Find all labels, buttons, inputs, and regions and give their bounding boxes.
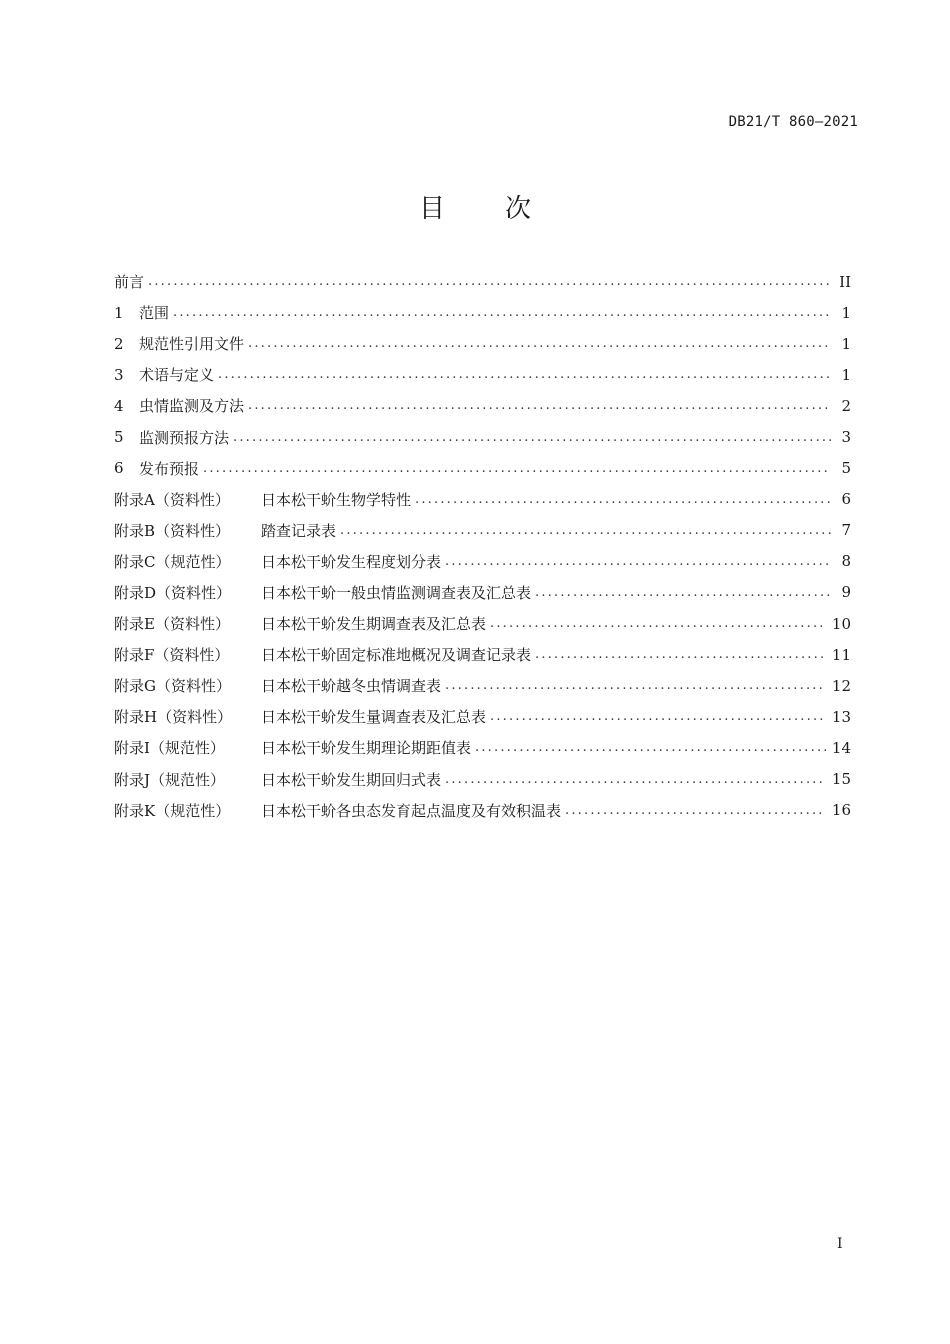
toc-entry-label: 术语与定义 [139,366,215,385]
toc-entry[interactable] [114,484,851,515]
toc-entry-label: 前言 [114,273,145,292]
toc-entry-page: 1 [841,334,851,353]
toc-entry-page: 14 [831,738,851,757]
toc-entry-number: 6 [114,459,124,478]
table-of-contents [114,266,851,826]
toc-entry-page: 10 [831,614,851,633]
toc-entry[interactable] [114,421,851,452]
toc-leader-dots [248,398,831,413]
toc-entry-appendix-prefix: 附录A（资料性） [114,490,230,509]
toc-entry[interactable] [114,608,851,639]
toc-entry-appendix-prefix: 附录B（资料性） [114,521,231,540]
toc-entry-appendix-prefix: 附录C（规范性） [114,552,231,571]
toc-entry[interactable] [114,297,851,328]
toc-entry[interactable] [114,515,851,546]
toc-entry[interactable] [114,577,851,608]
toc-entry-label: 虫情监测及方法 [139,397,245,416]
toc-entry-appendix-prefix: 附录H（资料性） [114,708,233,727]
toc-entry-label: 日本松干蚧发生期理论期距值表 [261,739,472,758]
toc-entry-page: 13 [831,707,851,726]
toc-leader-dots [203,461,831,476]
toc-entry[interactable] [114,795,851,826]
toc-entry-page: 7 [841,521,851,540]
toc-entry-appendix-prefix: 附录J（规范性） [114,770,226,789]
toc-leader-dots [445,772,826,787]
toc-entry[interactable] [114,359,851,390]
toc-entry-page: 15 [831,770,851,789]
toc-entry[interactable] [114,670,851,701]
toc-entry-appendix-prefix: 附录G（资料性） [114,677,231,696]
toc-entry-appendix-prefix: 附录I（规范性） [114,739,225,758]
toc-entry[interactable] [114,732,851,763]
toc-entry-label: 日本松干蚧生物学特性 [261,490,412,509]
toc-leader-dots [535,647,826,662]
toc-entry-page: 3 [841,428,851,447]
toc-entry-page: 1 [841,365,851,384]
toc-entry-label: 规范性引用文件 [139,335,245,354]
toc-leader-dots [248,336,831,351]
toc-entry-label: 监测预报方法 [139,428,230,447]
toc-entry-page: 11 [831,645,851,664]
document-code: DB21/T 860—2021 [728,114,858,130]
toc-leader-dots [415,492,831,507]
toc-leader-dots [340,523,831,538]
toc-leader-dots [233,430,831,445]
page-number: I [837,1236,843,1252]
toc-leader-dots [535,585,831,600]
toc-entry-number: 2 [114,334,124,353]
toc-entry-number: 3 [114,365,124,384]
toc-title [0,188,950,225]
toc-title-part2: 次 [505,194,532,224]
toc-entry-label: 日本松干蚧各虫态发育起点温度及有效积温表 [261,801,562,820]
toc-entry[interactable] [114,390,851,421]
toc-entry-appendix-prefix: 附录F（资料性） [114,646,230,665]
toc-entry-label: 日本松干蚧越冬虫情调查表 [261,677,442,696]
toc-entry[interactable] [114,266,851,297]
toc-entry-label: 日本松干蚧发生程度划分表 [261,552,442,571]
toc-entry-page: 16 [831,801,851,820]
toc-entry[interactable] [114,546,851,577]
toc-entry-number: 5 [114,428,124,447]
toc-entry-page: 6 [841,490,851,509]
toc-entry-page: II [839,272,851,291]
toc-entry[interactable] [114,764,851,795]
toc-entry-page: 5 [841,459,851,478]
toc-entry-page: 1 [841,303,851,322]
toc-leader-dots [490,616,826,631]
toc-entry-label: 踏查记录表 [261,521,337,540]
toc-entry[interactable] [114,639,851,670]
toc-entry-label: 日本松干蚧发生期回归式表 [261,770,442,789]
toc-entry-appendix-prefix: 附录D（资料性） [114,583,232,602]
toc-leader-dots [445,678,826,693]
toc-entry-label: 日本松干蚧固定标准地概况及调查记录表 [261,646,532,665]
toc-entry-page: 2 [841,396,851,415]
toc-entry-page: 8 [841,552,851,571]
toc-leader-dots [490,709,826,724]
toc-entry-number: 4 [114,396,124,415]
toc-leader-dots [173,305,831,320]
toc-leader-dots [445,554,831,569]
toc-entry-appendix-prefix: 附录K（规范性） [114,801,231,820]
toc-leader-dots [475,740,826,755]
toc-entry-label: 日本松干蚧一般虫情监测调查表及汇总表 [261,583,532,602]
toc-leader-dots [148,274,831,289]
toc-entry-page: 9 [841,583,851,602]
toc-entry-appendix-prefix: 附录E（资料性） [114,615,230,634]
toc-entry-label: 日本松干蚧发生量调查表及汇总表 [261,708,487,727]
toc-entry-label: 日本松干蚧发生期调查表及汇总表 [261,615,487,634]
toc-entry-number: 1 [114,303,124,322]
toc-title-part1: 目 [418,194,445,224]
toc-entry-page: 12 [831,676,851,695]
toc-entry-label: 发布预报 [139,459,200,478]
toc-leader-dots [565,803,826,818]
toc-entry[interactable] [114,328,851,359]
toc-entry[interactable] [114,701,851,732]
toc-leader-dots [218,367,831,382]
toc-entry[interactable] [114,453,851,484]
toc-entry-label: 范围 [139,304,170,323]
